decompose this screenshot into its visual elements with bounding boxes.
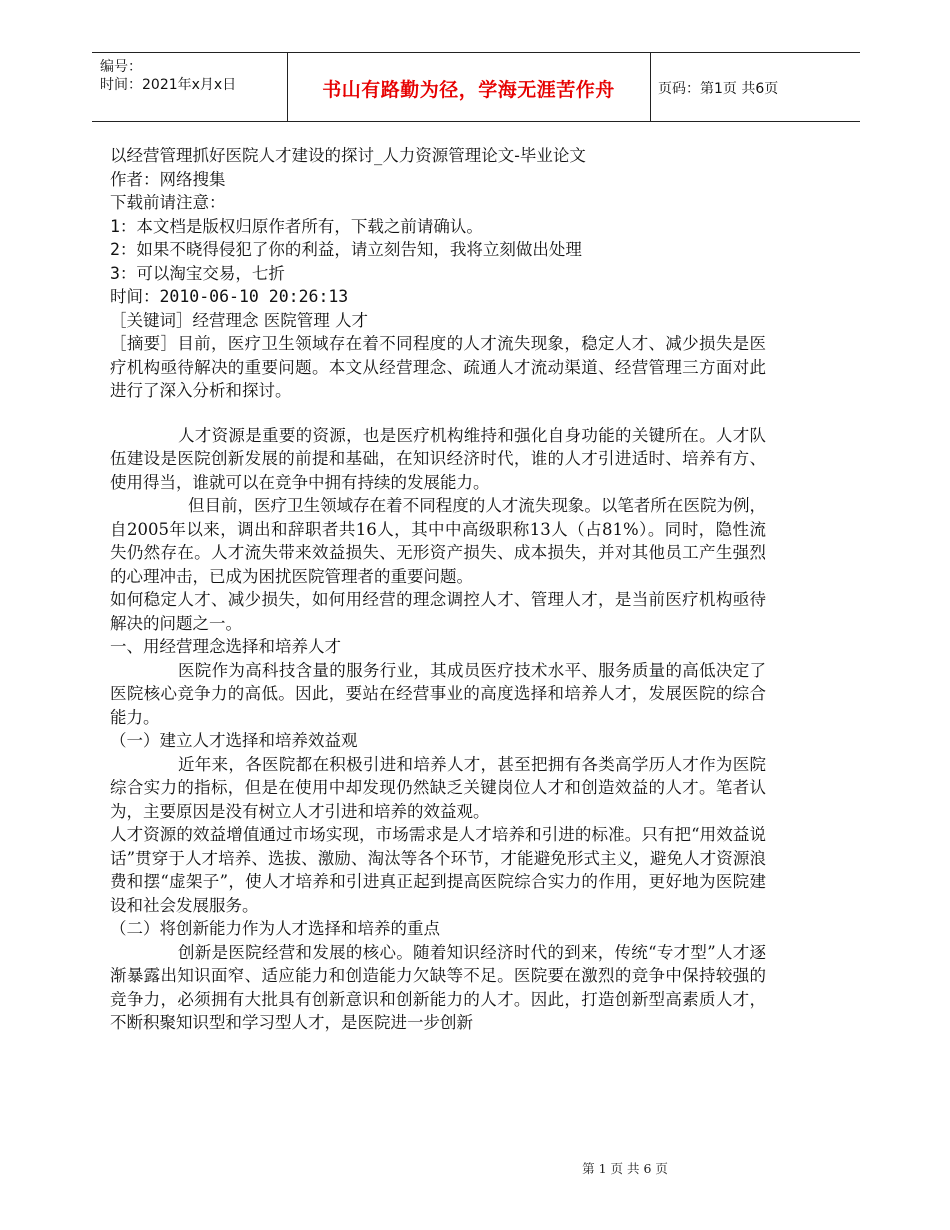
header-date: 时间：2021年x月x日 [100,77,237,93]
body-paragraph-2: 但目前，医疗卫生领域存在着不同程度的人才流失现象。以笔者所在医院为例，自2005年以来，调出和辞职者共16人，其中中高级职称13人（占81%）。同时，隐性流失仍然存在。人才流失带来效益损失、无形资产损失、成本损失，并对其他员工产生强烈的心理冲击，已成为困扰医院管理者的重要问题。 [110,496,766,586]
document-title: 以经营管理抓好医院人才建设的探讨_人力资源管理论文-毕业论文 [110,146,586,165]
notice-item-1: 1：本文档是版权归原作者所有，下载之前请确认。 [110,216,483,236]
body-paragraph-6: 人才资源的效益增值通过市场实现，市场需求是人才培养和引进的标准。只有把“用效益说话”贯穿于人才培养、选拔、激励、淘汰等各个环节，才能避免形式主义，避免人才资源浪费和摆“虚架子”，使人才培养和引进真正起到提高医院综合实力的作用，更好地为医院建设和社会发展服务。 [110,825,766,915]
notice-item-3: 3：可以淘宝交易，七折 [110,263,285,283]
document-author: 作者：网络搜集 [110,169,226,189]
notice-item-2: 2：如果不晓得侵犯了你的利益，请立刻告知，我将立刻做出处理 [110,240,582,259]
subsection-heading-1: （一）建立人才选择和培养效益观 [110,731,358,750]
header-page-info: 页码：第1页 共6页 [658,81,779,97]
section-heading-1: 一、用经营理念选择和培养人才 [110,637,341,656]
header-number: 编号： [100,59,142,75]
abstract-paragraph: ［摘要］目前，医疗卫生领域存在着不同程度的人才流失现象，稳定人才、减少损失是医疗机构亟待解决的重要问题。本文从经营理念、疏通人才流动渠道、经营管理三方面对此进行了深入分析和探讨。 [110,334,766,400]
subsection-heading-2: （二）将创新能力作为人才选择和培养的重点 [110,919,440,938]
keywords-line: ［关键词］经营理念 医院管理 人才 [110,310,368,330]
page-footer: 第 1 页 共 6 页 [582,1161,668,1176]
document-body [110,144,766,1035]
header-slogan: 书山有路勤为径，学海无涯苦作舟 [322,79,615,101]
body-paragraph-7: 创新是医院经营和发展的核心。随着知识经济时代的到来，传统“专才型”人才逐渐暴露出知识面窄、适应能力和创造能力欠缺等不足。医院要在激烈的竞争中保持较强的竞争力，必须拥有大批具有创新意识和创新能力的人才。因此，打造创新型高素质人才，不断积聚知识型和学习型人才，是医院进一步创新 [110,942,766,1032]
body-paragraph-1: 人才资源是重要的资源，也是医疗机构维持和强化自身功能的关键所在。人才队伍建设是医院创新发展的前提和基础，在知识经济时代，谁的人才引进适时、培养有方、使用得当，谁就可以在竞争中拥有持续的发展能力。 [110,425,766,492]
header-top-rule [92,52,860,53]
body-paragraph-3: 如何稳定人才、减少损失，如何用经营的理念调控人才、管理人才，是当前医疗机构亟待解决的问题之一。 [110,590,766,633]
paragraph-gap [110,403,766,424]
body-paragraph-4: 医院作为高科技含量的服务行业，其成员医疗技术水平、服务质量的高低决定了医院核心竞争力的高低。因此，要站在经营事业的高度选择和培养人才，发展医院的综合能力。 [110,660,766,727]
document-timestamp: 时间：2010-06-10 20:26:13 [110,287,349,306]
body-paragraph-5: 近年来，各医院都在积极引进和培养人才，甚至把拥有各类高学历人才作为医院综合实力的指标，但是在使用中却发现仍然缺乏关键岗位人才和创造效益的人才。笔者认为，主要原因是没有树立人才引进和培养的效益观。 [110,754,766,821]
header-bottom-rule [92,121,860,122]
header-divider-right [650,53,651,121]
notice-heading: 下载前请注意： [110,193,226,212]
header-meta [100,58,236,94]
